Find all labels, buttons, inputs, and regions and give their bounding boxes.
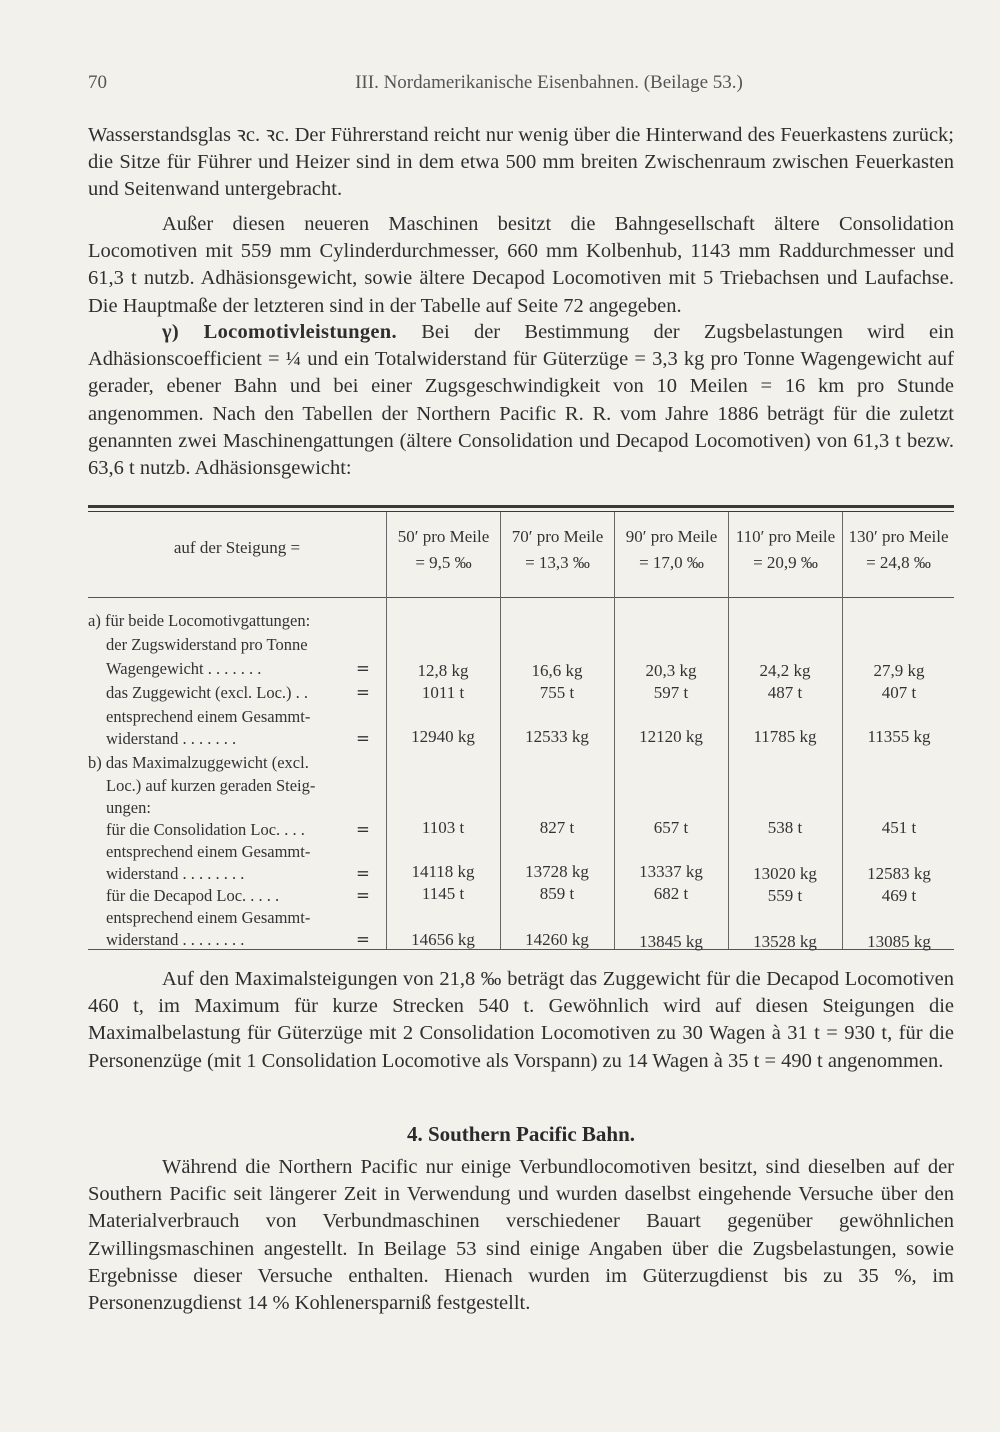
table-cell: 11785 kg <box>753 727 817 746</box>
table-cell: 407 t <box>881 683 917 702</box>
table-cell: 597 t <box>653 683 689 702</box>
table-cell: 12583 kg <box>867 864 931 883</box>
row-label: für die Consolidation Loc. . . . <box>106 820 305 839</box>
paragraph-3 <box>88 319 954 482</box>
table-cell: 1145 t <box>421 884 465 903</box>
table-cell: 16,6 kg <box>531 661 583 680</box>
table-cell: 538 t <box>767 818 803 837</box>
column-header <box>501 524 614 588</box>
table-cell: 13020 kg <box>753 864 817 883</box>
equals-sign: = <box>356 683 370 702</box>
subsection-title: γ) Locomotivleistungen. <box>162 321 397 343</box>
page-header <box>88 72 950 100</box>
table-cell: 13845 kg <box>639 932 703 951</box>
table-top-rule-thin <box>88 511 954 512</box>
table-cell: 755 t <box>539 683 575 702</box>
column-header <box>843 524 954 588</box>
table-cell: 14260 kg <box>525 930 589 949</box>
table-cell: 12533 kg <box>525 727 589 746</box>
table-cell: 13528 kg <box>753 932 817 951</box>
row-label: das Zuggewicht (excl. Loc.) . . <box>106 683 309 702</box>
table-cell: 682 t <box>653 884 689 903</box>
paragraph-5: Während die Northern Pacific nur einige Verbundlocomotiven besitzt, sind dieselben auf der Southern Pacific seit längerer Zeit in Verwendung und wurden daselbst eingehende Versuche über den Materialverbrauch von Verbundmaschinen verschiedener Bauart gegenüber gewöhnlichen Zwillingsmaschinen angestellt. In Beilage 53 sind einige Angaben über die Zugsbelastungen, sowie Ergebnisse dieser Versuche enthalten. Hienach wurden im Güterzugdienst bis zu 35 %, im Personenzugdienst 14 % Kohlenersparniß festgestellt. <box>88 1156 954 1315</box>
paragraph-2: Außer diesen neueren Maschinen besitzt die Bahngesellschaft ältere Consolidation Locomotiven mit 559 mm Cylinderdurchmesser, 660 mm Kolbenhub, 1143 mm Raddurchmesser und 61,3 t nutzb. Adhäsionsgewicht, sowie ältere Decapod Locomotiven mit 5 Triebachsen und Laufachse. Die Hauptmaße der letzteren sind in der Tabelle auf Seite 72 angegeben. <box>88 213 954 317</box>
column-header-grade: 130′ pro Meile <box>848 527 949 546</box>
table-cell: 859 t <box>539 884 575 903</box>
page-number: 70 <box>88 72 107 93</box>
column-header <box>615 524 728 588</box>
table-cell: 13085 kg <box>867 932 931 951</box>
column-header-permille: = 13,3 ‰ <box>525 553 590 572</box>
table-cell: 657 t <box>653 818 689 837</box>
table-cell: 12940 kg <box>411 727 475 746</box>
equals-sign: = <box>356 864 370 883</box>
column-header-permille: = 24,8 ‰ <box>866 553 931 572</box>
row-label: der Zugswiderstand pro Tonne <box>106 635 308 654</box>
table-cell: 469 t <box>881 886 917 905</box>
row-label: ungen: <box>106 798 151 817</box>
column-header <box>387 524 500 588</box>
equals-sign: = <box>356 930 370 949</box>
column-header-permille: = 20,9 ‰ <box>753 553 818 572</box>
row-header-label: auf der Steigung = <box>173 538 301 557</box>
table-cell: 14656 kg <box>411 930 475 949</box>
table-cell: 1103 t <box>421 818 465 837</box>
table-cell: 14118 kg <box>411 862 475 881</box>
table-cell: 13337 kg <box>639 862 703 881</box>
running-head: III. Nordamerikanische Eisenbahnen. (Beilage 53.) <box>355 72 743 93</box>
paragraph-1: Wasserstandsglas ꝛc. ꝛc. Der Führerstand reicht nur wenig über die Hinterwand des Feuerkastens zurück; die Sitze für Führer und Heizer sind in dem etwa 500 mm breiten Zwischenraum zwischen Feuerkasten und Seitenwand untergebracht. <box>88 124 954 201</box>
equals-sign: = <box>356 729 370 748</box>
row-label: Wagengewicht . . . . . . . <box>106 659 262 678</box>
column-header-grade: 70′ pro Meile <box>511 527 604 546</box>
column-header-grade: 110′ pro Meile <box>735 527 836 546</box>
row-label: widerstand . . . . . . . . <box>106 930 245 949</box>
column-header-permille: = 9,5 ‰ <box>415 553 472 572</box>
row-label: entsprechend einem Gesammt- <box>106 908 311 927</box>
row-label: b) das Maximalzuggewicht (excl. <box>88 753 309 772</box>
row-label: a) für beide Locomotivgattungen: <box>88 611 311 630</box>
paragraph-3-body: Bei der Bestimmung der Zugsbelastungen wird ein Adhäsionscoefficient = ¼ und ein Totalwiderstand für Güterzüge = 3,3 kg pro Tonne Wagengewicht auf gerader, ebener Bahn und bei einer Zugsgeschwindigkeit von 10 Meilen = 16 km pro Stunde angenommen. Nach den Tabellen der Northern Pacific R. R. vom Jahre 1886 beträgt für die zuletzt genannten zwei Maschinengattungen (ältere Consolidation und Decapod Locomotiven) von 61,3 t bezw. 63,6 t nutzb. Adhäsionsgewicht: <box>88 321 954 480</box>
table-cell: 24,2 kg <box>759 661 811 680</box>
column-header-grade: 90′ pro Meile <box>625 527 718 546</box>
section-heading: 4. Southern Pacific Bahn. <box>406 1122 636 1146</box>
table-cell: 11355 kg <box>867 727 931 746</box>
equals-sign: = <box>356 820 370 839</box>
table-cell: 12120 kg <box>639 727 703 746</box>
table-cell: 827 t <box>539 818 575 837</box>
column-header-permille: = 17,0 ‰ <box>639 553 704 572</box>
table-cell: 559 t <box>767 886 803 905</box>
row-label: entsprechend einem Gesammt- <box>106 707 311 726</box>
row-label: für die Decapod Loc. . . . . <box>106 886 280 905</box>
table-cell: 13728 kg <box>525 862 589 881</box>
column-header-grade: 50′ pro Meile <box>397 527 490 546</box>
table-cell: 1011 t <box>421 683 465 702</box>
table-header-rule <box>88 597 954 598</box>
column-header <box>729 524 842 588</box>
row-label: widerstand . . . . . . . <box>106 729 237 748</box>
table-top-rule <box>88 505 954 508</box>
table-cell: 451 t <box>881 818 917 837</box>
row-label: widerstand . . . . . . . . <box>106 864 245 883</box>
row-label: Loc.) auf kurzen geraden Steig- <box>106 776 316 795</box>
equals-sign: = <box>356 886 370 905</box>
equals-sign: = <box>356 659 370 678</box>
table-cell: 27,9 kg <box>873 661 925 680</box>
table-cell: 12,8 kg <box>417 661 469 680</box>
paragraph-4: Auf den Maximalsteigungen von 21,8 ‰ beträgt das Zuggewicht für die Decapod Locomotiven 460 t, im Maximum für kurze Strecken 540 t. Gewöhnlich wird auf diesen Steigungen die Maximalbelastung für Güterzüge mit 2 Consolidation Locomotiven zu 30 Wagen à 31 t = 930 t, für die Personenzüge (mit 1 Consolidation Locomotive als Vorspann) zu 14 Wagen à 35 t = 490 t angenommen. <box>88 968 954 1072</box>
table-cell: 487 t <box>767 683 803 702</box>
row-label: entsprechend einem Gesammt- <box>106 842 311 861</box>
table-cell: 20,3 kg <box>645 661 697 680</box>
